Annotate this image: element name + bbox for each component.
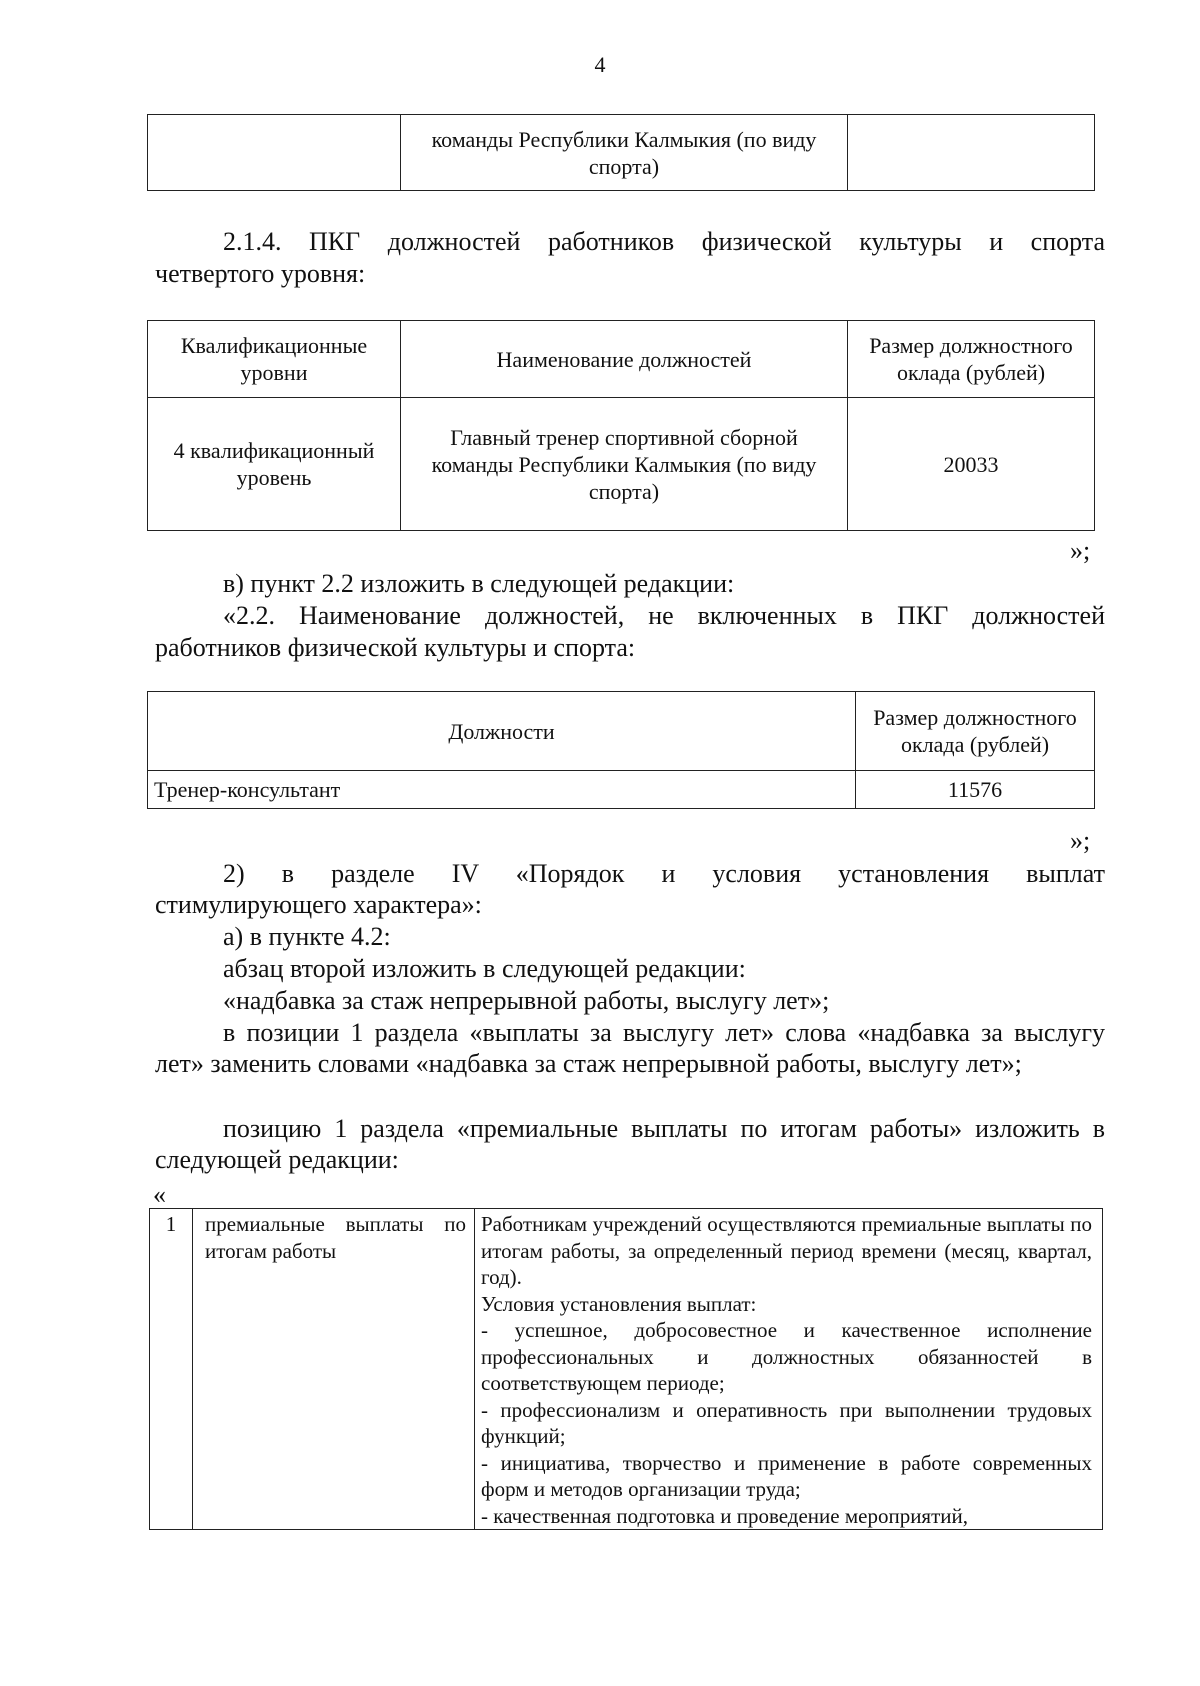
column-header-levels: Квалификационные уровни — [148, 321, 401, 398]
conditions-line: - качественная подготовка и проведение мероприятий, — [481, 1503, 968, 1528]
paragraph-22-line2: работников физической культуры и спорта: — [155, 633, 636, 662]
conditions-line: Условия установления выплат: — [481, 1291, 757, 1316]
conditions-line: - инициатива, творчество и применение в работе современных форм и методов организации труда; — [481, 1450, 1092, 1501]
cell-position-name: Тренер-консультант — [148, 771, 856, 809]
table-cell-empty — [848, 115, 1095, 191]
cell-payment-type: премиальные выплаты по итогам работы — [193, 1209, 475, 1530]
column-header-salary: Размер должностного оклада (рублей) — [856, 692, 1095, 771]
table-row — [150, 1209, 1103, 1530]
section-214-heading-line1: 2.1.4. ПКГ должностей работников физической культуры и спорта — [223, 227, 1105, 256]
section-214-heading-line2: четвертого уровня: — [155, 259, 366, 288]
premium-table-wrapper — [149, 1208, 1109, 1578]
paragraph-22-line1: «2.2. Наименование должностей, не включенных в ПКГ должностей — [223, 601, 1105, 630]
cell-conditions — [475, 1209, 1103, 1530]
opening-quote: « — [153, 1180, 166, 1209]
paragraph-2-line2: стимулирующего характера»: — [155, 890, 482, 919]
table-row — [148, 398, 1095, 531]
table-positions-outside-pkg — [147, 691, 1095, 809]
closing-quote: »; — [1070, 826, 1091, 855]
cell-position-name: Главный тренер спортивной сборной команды Республики Калмыкия (по виду спорта) — [401, 398, 848, 531]
table-header-row — [148, 321, 1095, 398]
table-row — [148, 115, 1095, 191]
table-premium-payments — [149, 1208, 1103, 1530]
cell-qualification-level: 4 квалификационный уровень — [148, 398, 401, 531]
column-header-positions: Наименование должностей — [401, 321, 848, 398]
paragraph-v: в) пункт 2.2 изложить в следующей редакции: — [223, 569, 735, 598]
cell-number: 1 — [150, 1209, 193, 1530]
conditions-line: - успешное, добросовестное и качественное исполнение профессиональных и должностных обязанностей в соответствующем периоде; — [481, 1318, 1092, 1395]
table-cell-position: команды Республики Калмыкия (по виду спорта) — [401, 115, 848, 191]
paragraph-2-line1: 2) в разделе IV «Порядок и условия установления выплат — [223, 859, 1105, 888]
table-pkg-level4 — [147, 320, 1095, 531]
cell-salary: 20033 — [848, 398, 1095, 531]
table-header-row — [148, 692, 1095, 771]
cell-salary: 11576 — [856, 771, 1095, 809]
paragraph-a: а) в пункте 4.2: — [223, 922, 391, 951]
table-cell-empty — [148, 115, 401, 191]
table-continuation — [147, 114, 1095, 191]
paragraph-abzac: абзац второй изложить в следующей редакции: — [223, 954, 746, 983]
page-number: 4 — [594, 52, 606, 77]
closing-quote: »; — [1070, 536, 1091, 565]
conditions-line: - профессионализм и оперативность при выполнении трудовых функций; — [481, 1397, 1092, 1448]
paragraph-nadbavka: «надбавка за стаж непрерывной работы, выслугу лет»; — [223, 986, 830, 1015]
column-header-salary: Размер должностного оклада (рублей) — [848, 321, 1095, 398]
table-row — [148, 771, 1095, 809]
paragraph-poziciyu: позицию 1 раздела «премиальные выплаты по итогам работы» изложить в следующей редакции: — [155, 1114, 1105, 1174]
paragraph-pozicii: в позиции 1 раздела «выплаты за выслугу лет» слова «надбавка за выслугу лет» заменить словами «надбавка за стаж непрерывной работы, выслугу лет»; — [155, 1018, 1105, 1078]
conditions-line: Работникам учреждений осуществляются премиальные выплаты по итогам работы, за определенный период времени (месяц, квартал, год). — [481, 1212, 1092, 1289]
column-header-positions: Должности — [148, 692, 856, 771]
